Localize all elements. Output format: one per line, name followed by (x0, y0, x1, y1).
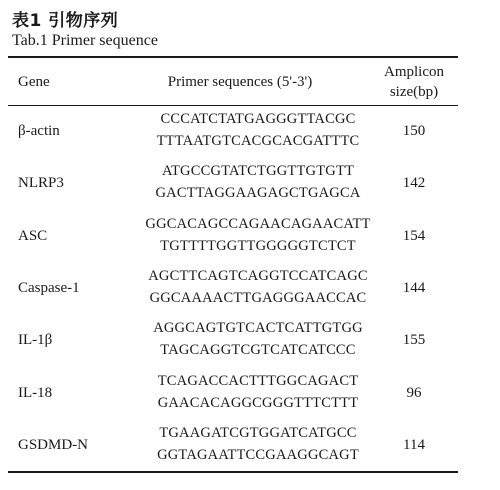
primer-sequences (108, 422, 408, 466)
table-row (8, 315, 458, 367)
column-header-gene: Gene (18, 74, 50, 90)
forward-primer: AGCTTCAGTCAGGTCCATCAGC (148, 267, 368, 284)
amplicon-header-line1: Amplicon (384, 64, 444, 80)
forward-primer: TCAGACCACTTTGGCAGACT (157, 372, 359, 389)
reverse-primer: GGCAAAACTTGAGGGAACCAC (149, 289, 367, 306)
gene-name: ASC (18, 227, 48, 244)
gene-name: NLRP3 (18, 175, 64, 192)
amplicon-size: 155 (402, 332, 426, 349)
primer-sequences (108, 265, 408, 309)
table-bottom-rule (8, 471, 458, 473)
reverse-primer: GAACACAGGCGGGTTTCTTT (157, 394, 359, 411)
table-caption-english: Tab.1 Primer sequence (12, 32, 158, 49)
amplicon-size: 142 (402, 175, 426, 192)
forward-primer: TGAAGATCGTGGATCATGCC (159, 424, 357, 441)
forward-primer: AGGCAGTGTCACTCATTGTGG (153, 320, 363, 337)
gene-name: IL-18 (18, 384, 53, 401)
amplicon-size: 96 (406, 384, 422, 401)
reverse-primer: GGTAGAATTCCGAAGGCAGT (157, 446, 359, 463)
reverse-primer: TTTAATGTCACGCACGATTTC (156, 133, 360, 149)
table-row (8, 263, 458, 315)
primer-sequences (108, 160, 408, 204)
table-top-rule (8, 56, 458, 58)
table-row (8, 368, 458, 420)
table-row (8, 158, 458, 210)
forward-primer: ATGCCGTATCTGGTTGTGTT (161, 163, 355, 180)
amplicon-size: 114 (403, 436, 425, 453)
amplicon-header-line2: size(bp) (389, 84, 439, 100)
table-row (8, 106, 458, 158)
amplicon-size: 154 (402, 227, 426, 244)
reverse-primer: GACTTAGGAAGAGCTGAGCA (155, 185, 361, 202)
reverse-primer: TGTTTTGGTTGGGGGTCTCT (160, 237, 356, 254)
table-row (8, 420, 458, 472)
primer-sequences (108, 108, 408, 152)
primer-sequences (108, 370, 408, 414)
amplicon-size: 150 (402, 123, 426, 139)
gene-name: Caspase-1 (18, 279, 80, 296)
gene-name: β-actin (18, 123, 60, 139)
column-header-primer-sequences: Primer sequences (5'-3') (167, 74, 313, 90)
forward-primer: CCCATCTATGAGGGTTACGC (160, 111, 356, 127)
gene-name: GSDMD-N (18, 436, 89, 453)
reverse-primer: TAGCAGGTCGTCATCATCCC (160, 342, 356, 359)
table-caption-chinese: 表1 引物序列 (12, 11, 119, 31)
column-header-amplicon-size (373, 62, 455, 102)
table-row (8, 211, 458, 263)
amplicon-size: 144 (402, 279, 426, 296)
primer-sequences (108, 213, 408, 257)
forward-primer: GGCACAGCCAGAACAGAACATT (145, 215, 371, 232)
primer-sequences (108, 317, 408, 361)
gene-name: IL-1β (18, 332, 53, 349)
